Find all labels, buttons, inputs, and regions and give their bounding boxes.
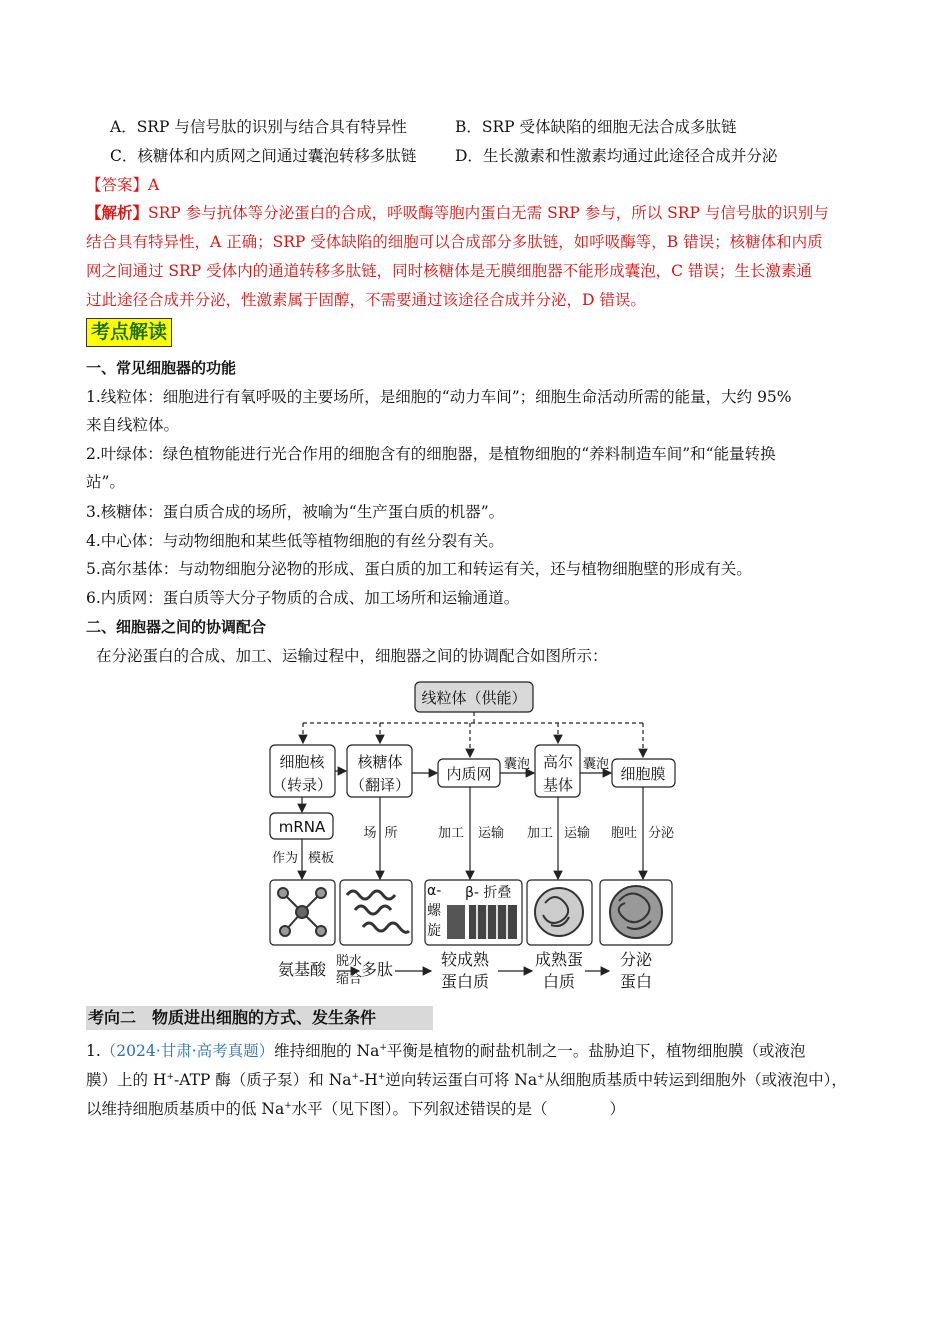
- golgi-sublabel: 基体: [542, 776, 574, 794]
- question-number: 1.: [86, 1042, 101, 1060]
- analysis-line-4: 过此途径合成并分泌，性激素属于固醇，不需要通过该途径合成并分泌，D 错误。: [86, 291, 646, 309]
- secretion-label: 分泌: [647, 826, 675, 841]
- part1-item5: 5.高尔基体：与动物细胞分泌物的形成、蛋白质的加工和转运有关，还与植物细胞壁的形成有关。: [86, 560, 752, 578]
- answer-line: [86, 174, 159, 196]
- part1-item1-line2: 来自线粒体。: [86, 416, 180, 434]
- part1-item2-line1: 2.叶绿体：绿色植物能进行光合作用的细胞含有的细胞器，是植物细胞的“养料制造车间”和“能量转换: [86, 445, 776, 463]
- er-process-label: 加工: [437, 826, 465, 841]
- alpha-helix-label-2: 螺: [427, 903, 441, 919]
- q-l2-a: 膜）上的 H: [86, 1071, 167, 1089]
- golgi-label: 高尔: [542, 753, 574, 771]
- golgi-process-label: 加工: [526, 826, 554, 841]
- vesicle-label-2: 囊泡: [582, 757, 610, 772]
- beta-sheet-label: β- 折叠: [465, 885, 512, 901]
- exocytosis-label: 胞吐: [610, 826, 638, 841]
- sup-plus: +: [284, 1100, 292, 1111]
- q-l3-b: 水平（见下图）。下列叙述错误的是（ ）: [291, 1100, 626, 1118]
- question-line-3: [86, 1098, 625, 1120]
- template-label-2: 模板: [307, 851, 335, 866]
- option-c: C．核糖体和内质网之间通过囊泡转移多肽链: [110, 147, 417, 165]
- golgi-transport-label: 运输: [563, 826, 591, 841]
- polypeptide-label: 多肽: [360, 960, 394, 979]
- part1-title: 一、常见细胞器的功能: [86, 359, 237, 377]
- part1-item4: 4.中心体：与动物细胞和某些低等植物细胞的有丝分裂有关。: [86, 532, 504, 550]
- site-label-2: 所: [384, 826, 398, 841]
- polypeptide-chain-icon: [347, 891, 409, 932]
- question-source: （2024·甘肃·高考真题）: [100, 1042, 275, 1060]
- q-l1-a: 维持细胞的 Na: [274, 1042, 380, 1060]
- secreted-protein-icon: [610, 886, 662, 938]
- membrane-label: 细胞膜: [620, 765, 666, 783]
- option-a: A．SRP 与信号肽的识别与结合具有特异性: [110, 118, 407, 136]
- analysis-line-3: 网之间通过 SRP 受体内的通道转移多肽链，同时核糖体是无膜细胞器不能形成囊泡，C 错误；生长激素通: [86, 262, 812, 280]
- question-line-1: [86, 1040, 805, 1062]
- er-transport-label: 运输: [477, 826, 505, 841]
- analysis-line-1: [86, 202, 829, 224]
- part1-item6: 6.内质网：蛋白质等大分子物质的合成、加工场所和运输通道。: [86, 589, 520, 607]
- nucleus-sublabel: （转录）: [271, 776, 333, 794]
- nucleus-label: 细胞核: [279, 753, 325, 771]
- topic2-bar: 考向二 物质进出细胞的方式、发生条件: [86, 1006, 433, 1030]
- amino-acid-molecule-icon: [278, 888, 326, 936]
- answer-tag: 【答案】: [86, 176, 149, 194]
- secreted-protein-label: 分泌: [619, 950, 653, 969]
- alpha-helix-label-1: α-: [427, 883, 442, 899]
- dehydration-label-2: 缩合: [335, 972, 363, 987]
- sup-plus: +: [166, 1071, 174, 1082]
- analysis-tag: 【解析】: [86, 204, 149, 222]
- answer-value: A: [148, 176, 160, 194]
- sup-plus: +: [351, 1071, 360, 1082]
- mature-protein-sublabel: 白质: [542, 972, 576, 991]
- secretory-protein-diagram: [255, 675, 695, 1000]
- part1-item1-line1: 1.线粒体：细胞进行有氧呼吸的主要场所，是细胞的“动力车间”；细胞生命活动所需的能量，大约 95%: [86, 388, 792, 406]
- q-l3-a: 以维持细胞质基质中的低 Na: [86, 1100, 285, 1118]
- analysis-text-1: SRP 参与抗体等分泌蛋白的合成，呼吸酶等胞内蛋白无需 SRP 参与，所以 SRP 与信号肽的识别与: [148, 204, 829, 222]
- part2-intro: 在分泌蛋白的合成、加工、运输过程中，细胞器之间的协调配合如图所示：: [96, 647, 608, 665]
- alpha-helix-label-3: 旋: [427, 923, 441, 939]
- helix-sheet-icon: [447, 905, 517, 939]
- option-d: D．生长激素和性激素均通过此途径合成并分泌: [455, 147, 778, 165]
- immature-protein-sublabel: 蛋白质: [440, 972, 490, 991]
- mature-protein-icon: [535, 888, 583, 936]
- q-l2-c: -H: [359, 1071, 378, 1089]
- part2-title: 二、细胞器之间的协调配合: [86, 618, 267, 636]
- sup-plus: +: [377, 1071, 386, 1082]
- ribosome-label: 核糖体: [357, 753, 403, 771]
- vesicle-label-1: 囊泡: [503, 757, 531, 772]
- secreted-protein-sublabel: 蛋白: [619, 972, 653, 991]
- er-label: 内质网: [446, 765, 492, 783]
- analysis-line-2: 结合具有特异性，A 正确；SRP 受体缺陷的细胞可以合成部分多肽链，如呼吸酶等，B 错误；核糖体和内质: [86, 233, 823, 251]
- mitochondria-label: 线粒体（供能）: [421, 689, 527, 707]
- q-l2-d: 逆向转运蛋白可将 Na: [385, 1071, 538, 1089]
- site-label-1: 场: [363, 826, 377, 841]
- q-l1-b: 平衡是植物的耐盐机制之一。盐胁迫下，植物细胞膜（或液泡: [386, 1042, 806, 1060]
- ribosome-sublabel: （翻译）: [349, 776, 411, 794]
- mrna-label: mRNA: [278, 818, 326, 836]
- mature-protein-label: 成熟蛋: [534, 950, 584, 969]
- part1-item2-line2: 站”。: [86, 473, 125, 491]
- q-l2-e: 从细胞质基质中转运到细胞外（或液泡中），: [544, 1071, 847, 1089]
- sup-plus: +: [379, 1042, 387, 1053]
- question-line-2: [86, 1069, 847, 1091]
- sup-plus: +: [537, 1071, 545, 1082]
- part1-item3: 3.核糖体：蛋白质合成的场所，被喻为“生产蛋白质的机器”。: [86, 503, 505, 521]
- q-l2-b: -ATP 酶（质子泵）和 Na: [174, 1071, 352, 1089]
- immature-protein-label: 较成熟: [440, 950, 490, 969]
- option-b: B．SRP 受体缺陷的细胞无法合成多肽链: [455, 118, 737, 136]
- amino-acid-label: 氨基酸: [277, 960, 327, 979]
- template-label-1: 作为: [271, 851, 299, 866]
- dehydration-label-1: 脱水: [335, 954, 363, 969]
- section-heading: 考点解读: [86, 318, 172, 347]
